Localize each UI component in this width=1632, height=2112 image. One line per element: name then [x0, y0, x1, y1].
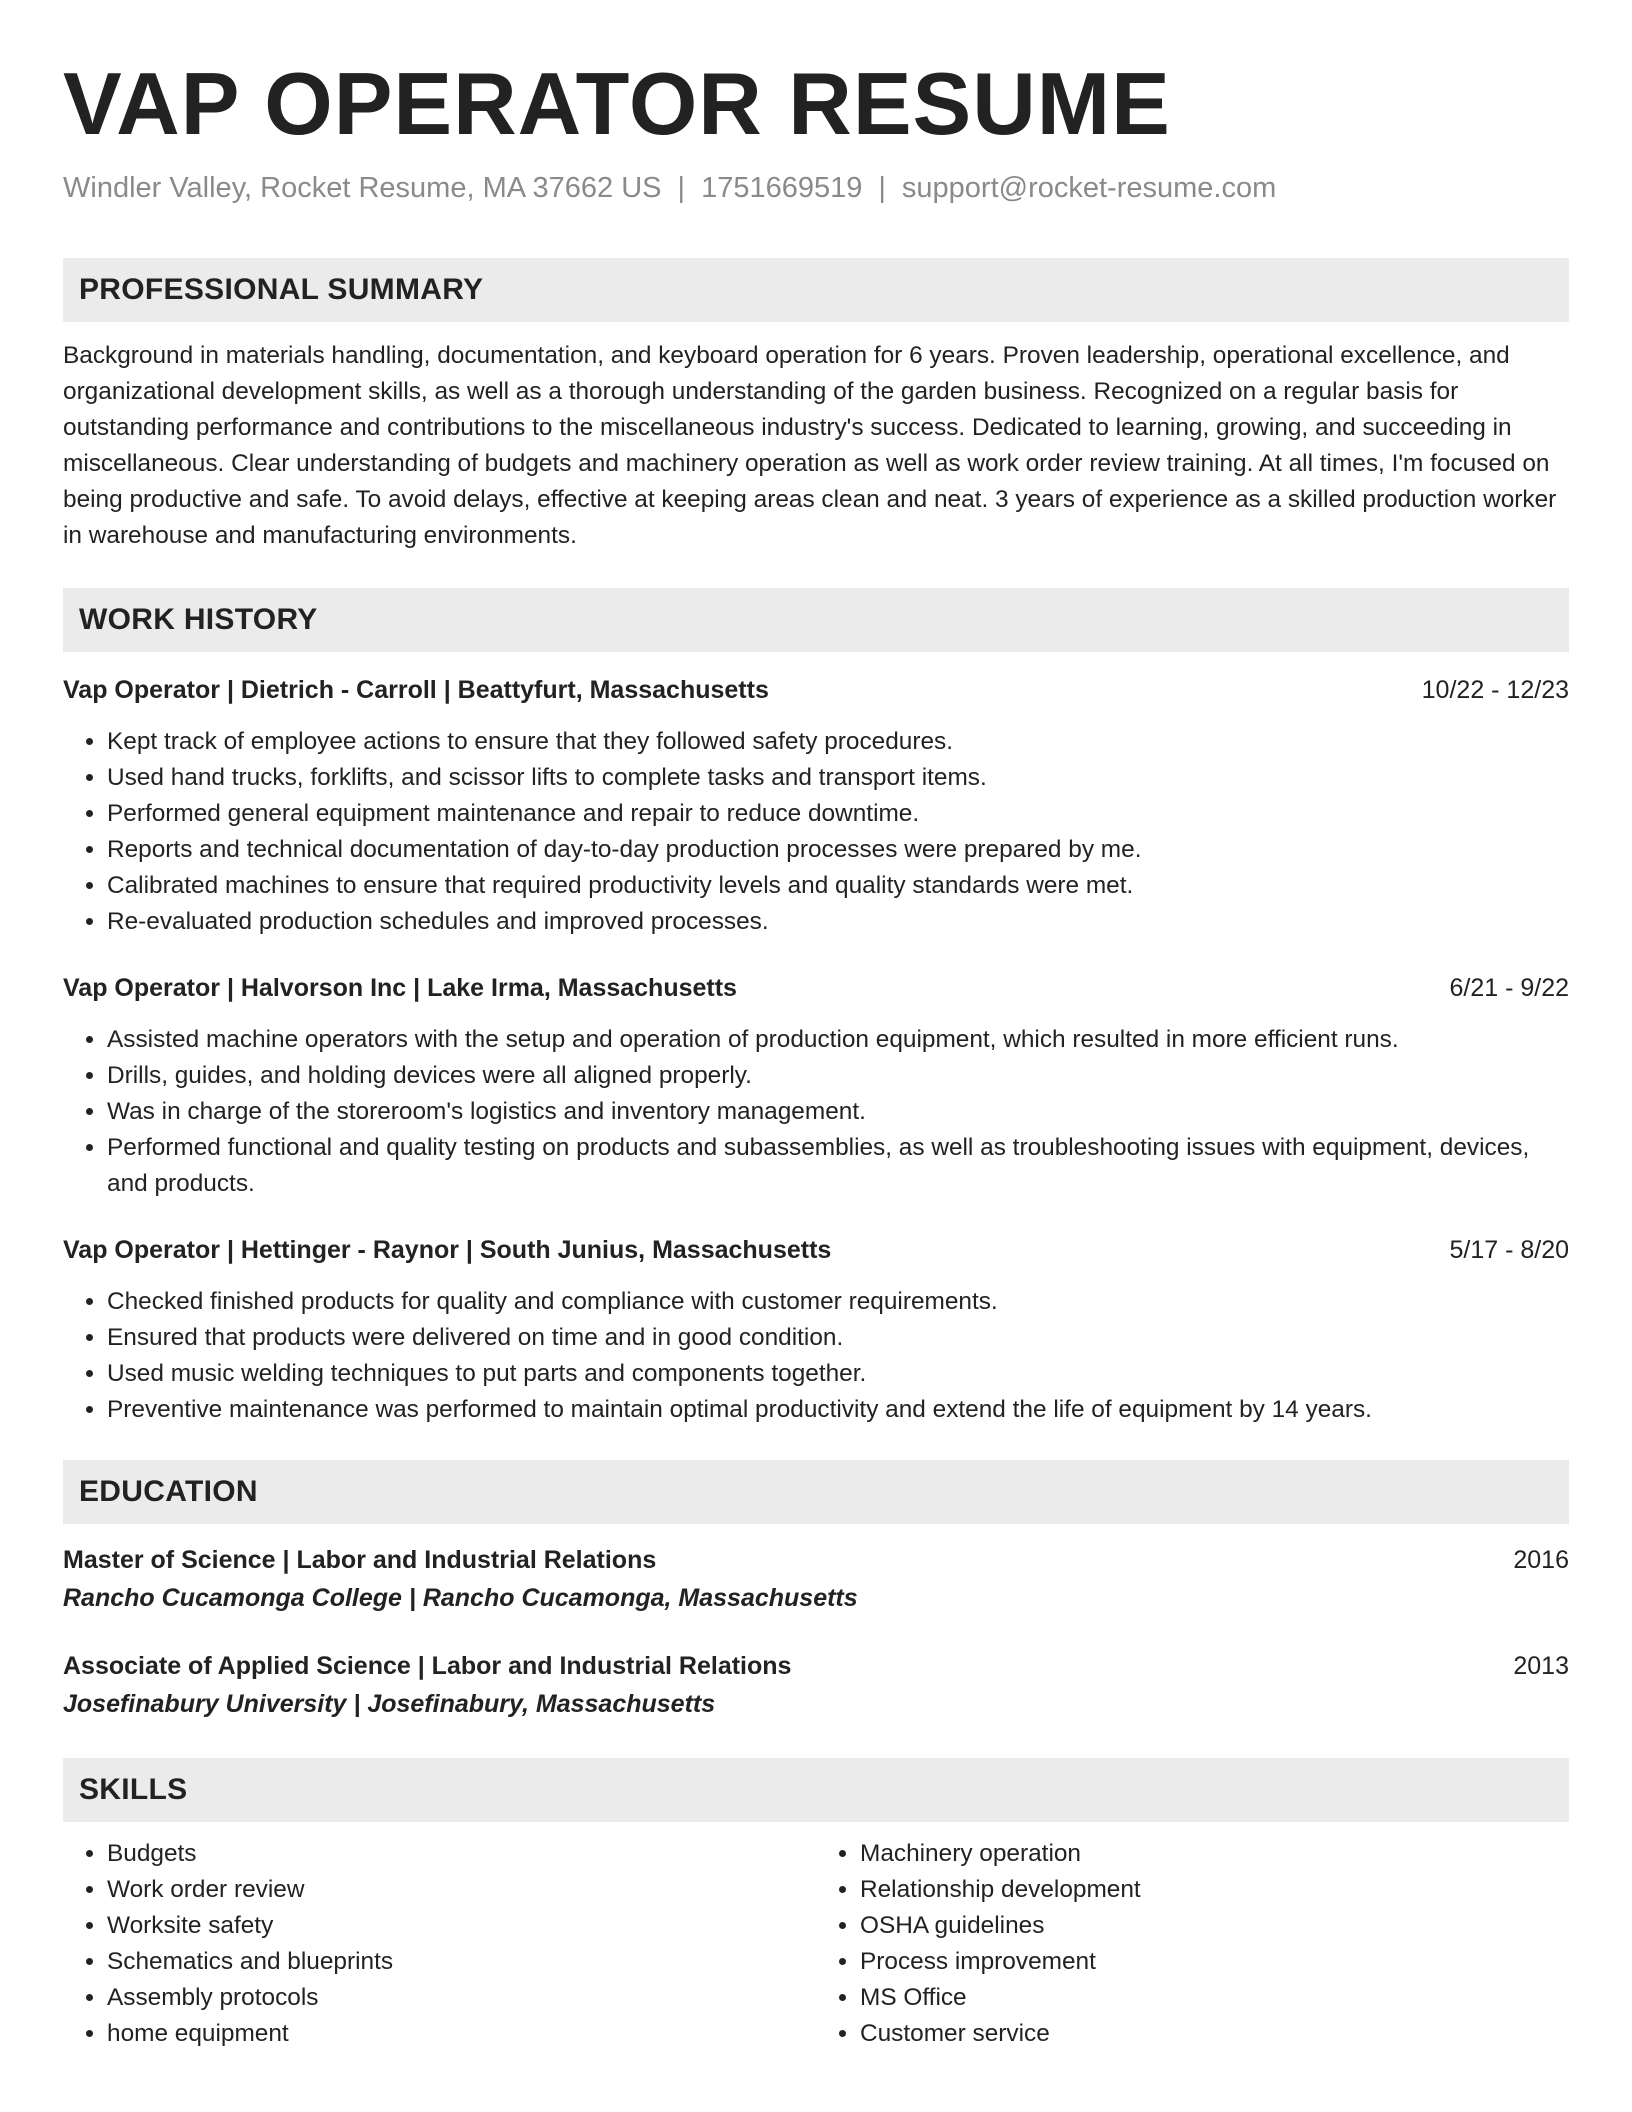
- section-header-work-history: WORK HISTORY: [63, 588, 1569, 652]
- skill-item: • Budgets: [107, 1836, 816, 1872]
- job-title: Vap Operator | Hettinger - Raynor | South Junius, Massachusetts: [63, 1236, 832, 1264]
- education-entry: [63, 1542, 1569, 1616]
- job-entry: [63, 672, 1569, 940]
- section-header-summary: PROFESSIONAL SUMMARY: [63, 258, 1569, 322]
- education-degree: Associate of Applied Science | Labor and Industrial Relations: [63, 1652, 792, 1680]
- education-year: 2013: [1513, 1652, 1569, 1680]
- job-bullet: • Assisted machine operators with the setup and operation of production equipment, which resulted in more efficient runs.: [107, 1022, 1569, 1058]
- education-school: Josefinabury University | Josefinabury, Massachusetts: [63, 1690, 716, 1718]
- job-title: Vap Operator | Halvorson Inc | Lake Irma, Massachusetts: [63, 974, 737, 1002]
- job-entry: [63, 970, 1569, 1202]
- job-header: [63, 672, 1569, 708]
- skill-item: • Assembly protocols: [107, 1980, 816, 2016]
- contact-email: support@rocket-resume.com: [901, 172, 1277, 204]
- job-bullet: • Was in charge of the storeroom's logistics and inventory management.: [107, 1094, 1569, 1130]
- job-bullet: • Ensured that products were delivered on time and in good condition.: [107, 1320, 1569, 1356]
- job-bullet: • Drills, guides, and holding devices were all aligned properly.: [107, 1058, 1569, 1094]
- job-bullet: • Calibrated machines to ensure that required productivity levels and quality standards were met.: [107, 868, 1569, 904]
- job-entry: [63, 1232, 1569, 1428]
- education-degree: Master of Science | Labor and Industrial Relations: [63, 1546, 657, 1574]
- contact-address: Windler Valley, Rocket Resume, MA 37662 US: [63, 172, 662, 204]
- job-bullets: [63, 724, 1569, 940]
- job-bullet: • Performed general equipment maintenance and repair to reduce downtime.: [107, 796, 1569, 832]
- skills-column-right: [816, 1836, 1569, 2052]
- job-bullet: • Reports and technical documentation of day-to-day production processes were prepared by me.: [107, 832, 1569, 868]
- job-bullet: • Used music welding techniques to put parts and components together.: [107, 1356, 1569, 1392]
- job-bullet: • Kept track of employee actions to ensure that they followed safety procedures.: [107, 724, 1569, 760]
- skill-item: • Customer service: [860, 2016, 1569, 2052]
- education-header: [63, 1542, 1569, 1578]
- job-header: [63, 970, 1569, 1006]
- education-header: [63, 1648, 1569, 1684]
- job-bullet: • Preventive maintenance was performed to maintain optimal productivity and extend the life of equipment by 14 years.: [107, 1392, 1569, 1428]
- section-header-education: EDUCATION: [63, 1460, 1569, 1524]
- resume-title: VAP OPERATOR RESUME: [63, 54, 1171, 153]
- skills-column-left: [63, 1836, 816, 2052]
- summary-text: Background in materials handling, documentation, and keyboard operation for 6 years. Proven leadership, operational excellence, and organizational development skills, as well as a thorough understanding of the garden business. Recognized on a regular basis for outstanding performance and contributions to the miscellaneous industry's success. Dedicated to learning, growing, and succeeding in miscellaneous. Clear understanding of budgets and machinery operation as well as work order review training. At all times, I'm focused on being productive and safe. To avoid delays, effective at keeping areas clean and neat. 3 years of experience as a skilled production worker in warehouse and manufacturing environments.: [63, 342, 1557, 549]
- skill-item: • MS Office: [860, 1980, 1569, 2016]
- job-bullet: • Checked finished products for quality and compliance with customer requirements.: [107, 1284, 1569, 1320]
- job-dates: 5/17 - 8/20: [1449, 1236, 1569, 1264]
- education-entry: [63, 1648, 1569, 1722]
- job-bullets: [63, 1022, 1569, 1202]
- skill-item: • Worksite safety: [107, 1908, 816, 1944]
- job-bullet: • Performed functional and quality testing on products and subassemblies, as well as troubleshooting issues with equipment, devices, and products.: [107, 1130, 1569, 1202]
- job-dates: 6/21 - 9/22: [1449, 974, 1569, 1002]
- skill-item: • Schematics and blueprints: [107, 1944, 816, 1980]
- job-dates: 10/22 - 12/23: [1421, 676, 1569, 704]
- education-school: Rancho Cucamonga College | Rancho Cucamonga, Massachusetts: [63, 1584, 858, 1612]
- education-year: 2016: [1513, 1546, 1569, 1574]
- skill-item: • home equipment: [107, 2016, 816, 2052]
- contact-phone: 1751669519: [701, 172, 863, 204]
- contact-line: [63, 170, 1569, 206]
- skill-item: • Work order review: [107, 1872, 816, 1908]
- contact-separator: |: [878, 172, 886, 204]
- skill-item: • OSHA guidelines: [860, 1908, 1569, 1944]
- contact-separator: |: [677, 172, 686, 204]
- job-bullet: • Re-evaluated production schedules and improved processes.: [107, 904, 1569, 940]
- skills-list: [63, 1836, 1569, 2052]
- job-header: [63, 1232, 1569, 1268]
- skill-item: • Relationship development: [860, 1872, 1569, 1908]
- skill-item: • Machinery operation: [860, 1836, 1569, 1872]
- section-header-skills: SKILLS: [63, 1758, 1569, 1822]
- skill-item: • Process improvement: [860, 1944, 1569, 1980]
- job-title: Vap Operator | Dietrich - Carroll | Beattyfurt, Massachusetts: [63, 676, 769, 704]
- job-bullets: [63, 1284, 1569, 1428]
- job-bullet: • Used hand trucks, forklifts, and scissor lifts to complete tasks and transport items.: [107, 760, 1569, 796]
